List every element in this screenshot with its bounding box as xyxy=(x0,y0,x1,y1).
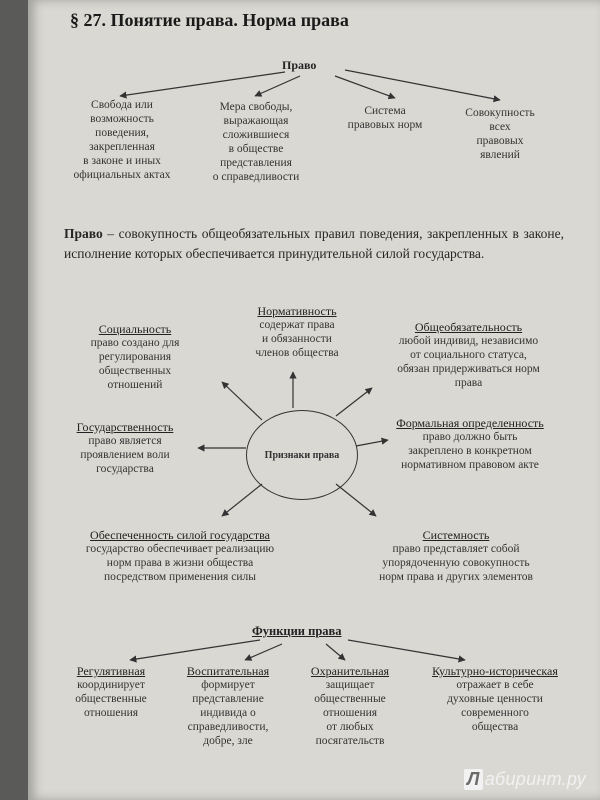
diagram1-item-3: Система правовых норм xyxy=(347,105,423,131)
diagram1-item-2: Мера свободы, выражающая сложившиеся в обществе представления о справедливости xyxy=(212,101,300,183)
watermark-text: абиринт.ру xyxy=(484,769,586,789)
section-title: § 27. Понятие права. Норма права xyxy=(70,10,349,30)
sign-normativity: Нормативность содержат права и обязанности членов общества xyxy=(255,304,339,359)
sign-universality: Общеобязательность любой индивид, независимо от социального статуса, обязан придерживаться норм права xyxy=(397,320,540,389)
center-circle xyxy=(246,410,358,500)
sign-systemic: Системность право представляет собой упорядоченную совокупность норм права и других элементов xyxy=(379,528,533,583)
watermark-badge: Л xyxy=(464,769,483,790)
function-educational: Воспитательная формирует представление индивида о справедливости, добре, зле xyxy=(186,664,270,747)
definition-term: Право xyxy=(64,226,103,241)
function-regulative: Регулятивная координирует общественные отношения xyxy=(75,664,147,719)
definition-text: – совокупность общеобязательных правил поведения, закрепленных в законе, исполнение которых обеспечивается принудительной силой государства. xyxy=(64,226,564,261)
sign-formal-definiteness: Формальная определенность право должно быть закреплено в конкретном нормативном правовом акте xyxy=(396,416,544,471)
center-label: Признаки права xyxy=(264,449,340,461)
sign-sociality: Социальность право создано для регулирования общественных отношений xyxy=(90,322,180,391)
function-protective: Охранительная защищает общественные отношения от любых посягательств xyxy=(310,664,390,747)
sign-state-enforcement: Обеспеченность силой государства государство обеспечивает реализацию норм права в жизни общества посредством применения силы xyxy=(85,528,275,583)
diagram3-root: Функции права xyxy=(252,624,342,638)
function-cultural-historical: Культурно-историческая отражает в себе духовные ценности современного общества xyxy=(432,664,558,733)
diagram1-root: Право xyxy=(282,58,317,72)
watermark xyxy=(464,769,586,790)
diagram1-item-4: Совокупность всех правовых явлений xyxy=(465,107,535,161)
diagram1-item-1: Свобода или возможность поведения, закрепленная в законе и иных официальных актах xyxy=(73,99,171,181)
sign-statehood: Государственность право является проявлением воли государства xyxy=(76,420,174,475)
definition-paragraph xyxy=(64,224,564,264)
